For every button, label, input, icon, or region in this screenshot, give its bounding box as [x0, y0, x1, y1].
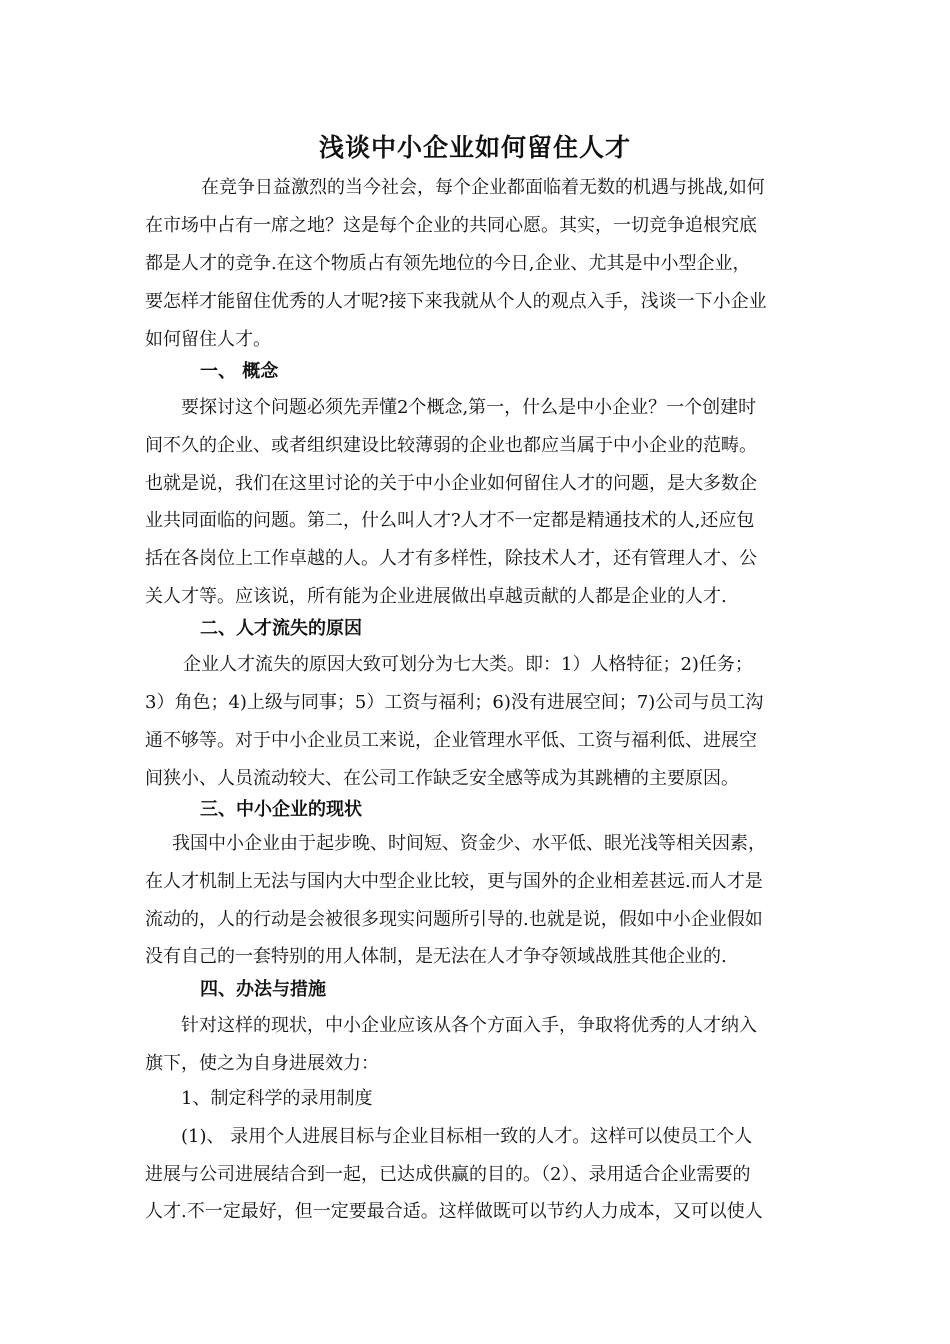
paragraph-line: 针对这样的现状，中小企业应该从各个方面入手，争取将优秀的人才纳入 — [181, 1015, 757, 1036]
paragraph-line: 我国中小企业由于起步晚、时间短、资金少、水平低、眼光浅等相关因素， — [172, 833, 766, 854]
paragraph-line: 没有自己的一套特别的用人体制，是无法在人才争夺领域战胜其他企业的. — [145, 946, 727, 967]
paragraph-line: 括在各岗位上工作卓越的人。人才有多样性，除技术人才，还有管理人才、公 — [145, 548, 757, 569]
paragraph-line: 关人才等。应该说，所有能为企业进展做出卓越贡献的人都是企业的人才. — [145, 586, 727, 607]
paragraph-line: 在人才机制上无法与国内大中型企业比较，更与国外的企业相差甚远.而人才是 — [145, 871, 763, 892]
paragraph-line: (1)、 录用个人进展目标与企业目标相一致的人才。这样可以使员工个人 — [181, 1126, 753, 1147]
paragraph-line: 间不久的企业、或者组织建设比较薄弱的企业也都应当属于中小企业的范畴。 — [145, 435, 757, 456]
paragraph-line: 业共同面临的问题。第二，什么叫人才?人才不一定都是精通技术的人,还应包 — [145, 510, 755, 531]
paragraph-line: 3）角色；4)上级与同事；5）工资与福利；6)没有进展空间；7)公司与员工沟 — [145, 692, 764, 713]
paragraph-line: 都是人才的竞争.在这个物质占有领先地位的今日,企业、尤其是中小型企业， — [145, 253, 751, 274]
paragraph-line: 企业人才流失的原因大致可划分为七大类。即：1）人格特征；2)任务； — [183, 654, 753, 675]
paragraph-line: 在竞争日益激烈的当今社会，每个企业都面临着无数的机遇与挑战,如何 — [201, 177, 765, 198]
paragraph-line: 进展与公司进展结合到一起，已达成供赢的目的。（2）、录用适合企业需要的 — [145, 1164, 751, 1185]
paragraph-line: 要怎样才能留住优秀的人才呢?接下来我就从个人的观点入手，浅谈一下小企业 — [145, 291, 767, 312]
section-heading: 三、中小企业的现状 — [200, 799, 362, 820]
paragraph-line: 通不够等。对于中小企业员工来说，企业管理水平低、工资与福利低、进展空 — [145, 730, 757, 751]
paragraph-line: 流动的，人的行动是会被很多现实问题所引导的.也就是说，假如中小企业假如 — [145, 909, 763, 930]
paragraph-line: 也就是说，我们在这里讨论的关于中小企业如何留住人才的问题，是大多数企 — [145, 473, 757, 494]
subsection-heading: 1、制定科学的录用制度 — [181, 1088, 373, 1109]
paragraph-line: 旗下，使之为自身进展效力： — [145, 1053, 379, 1074]
section-heading: 一、 概念 — [200, 361, 279, 382]
paragraph-line: 间狭小、人员流动较大、在公司工作缺乏安全感等成为其跳槽的主要原因。 — [145, 768, 739, 789]
section-heading: 四、办法与措施 — [200, 979, 326, 1000]
paragraph-line: 在市场中占有一席之地？这是每个企业的共同心愿。其实，一切竞争追根究底 — [145, 215, 757, 236]
paragraph-line: 人才.不一定最好，但一定要最合适。这样做既可以节约人力成本，又可以使人 — [145, 1201, 763, 1222]
paragraph-line: 如何留住人才。 — [145, 329, 271, 350]
paragraph-line: 要探讨这个问题必须先弄懂2个概念,第一，什么是中小企业？一个创建时 — [181, 397, 757, 418]
section-heading: 二、人才流失的原因 — [200, 618, 362, 639]
document-title: 浅谈中小企业如何留住人才 — [318, 133, 631, 162]
